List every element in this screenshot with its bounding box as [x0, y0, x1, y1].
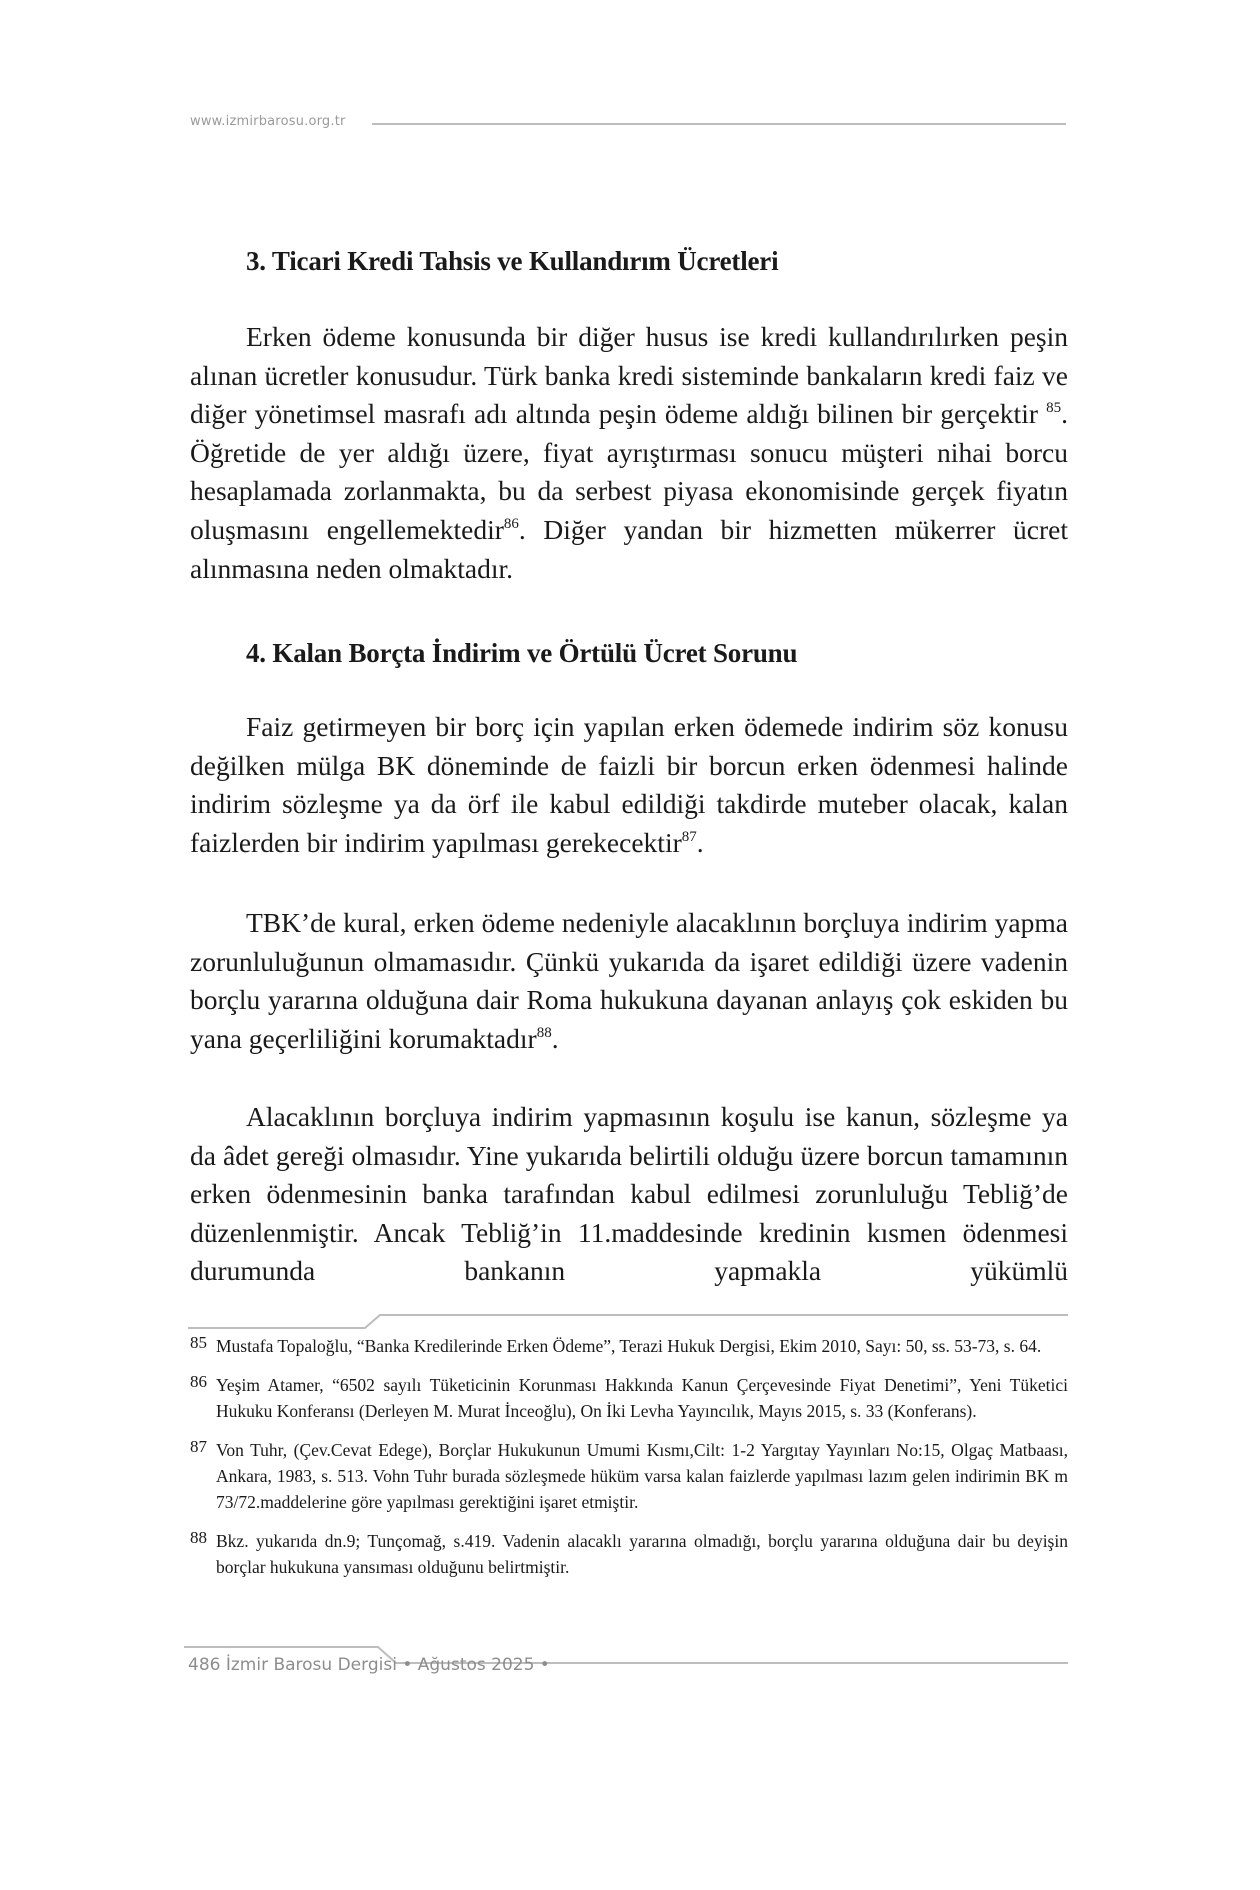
paragraph — [190, 904, 1068, 1058]
paragraph — [190, 1098, 1068, 1291]
paragraph-text: . Diğer yandan bir hizmetten mükerrer ücret alınmasına neden olmaktadır. — [190, 513, 1068, 584]
footnote-text: Von Tuhr, (Çev.Cevat Edege), Borçlar Hukukunun Umumi Kısmı,Cilt: 1-2 Yargıtay Yayınları No:15, Olgaç Matbaası, Ankara, 1983, s. 513. Vohn Tuhr burada sözleşmede hüküm varsa kalan faizlerde yapılması lazım gelen indirimin BK m 73/72.maddelerine göre yapılması gerektiğini işaret etmiştir. — [216, 1440, 1068, 1512]
footnote-text: Bkz. yukarıda dn.9; Tunçomağ, s.419. Vadenin alacaklı yararına olmadığı, borçlu yararına olduğuna dair bu deyişin borçlar hukukuna yansıması olduğunu belirtmiştir. — [216, 1531, 1068, 1577]
footnote-ref-88[interactable]: 88 — [536, 1024, 552, 1041]
footnote-text: Yeşim Atamer, “6502 sayılı Tüketicinin Korunması Hakkında Kanun Çerçevesinde Fiyat Denetimi”, Yeni Tüketici Hukuku Konferansı (Derleyen M. Murat İnceoğlu), On İki Levha Yayıncılık, Mayıs 2015, s. 33 (Konferans). — [216, 1375, 1068, 1421]
paragraph-text: Faiz getirmeyen bir borç için yapılan erken ödemede indirim söz konusu değilken mülga BK döneminde de faizli bir borcun erken ödenmesi halinde indirim sözleşme ya da örf ile kabul edildiği takdirde muteber olacak, kalan faizlerden bir indirim yapılması gerekecektir — [190, 711, 1068, 858]
section-3-heading: 3. Ticari Kredi Tahsis ve Kullandırım Ücretleri — [246, 246, 779, 276]
paragraph-tail: . — [551, 1022, 559, 1054]
paragraph-text: Alacaklının borçluya indirim yapmasının koşulu ise kanun, sözleşme ya da âdet gereği olmasıdır. Yine yukarıda belirtili olduğu üzere borcun tamamının erken ödenmesinin banka tarafından kabul edilmesi zorunluluğu Tebliğ’de düzenlenmiştir. Ancak Tebliğ’in 11.maddesinde kredinin kısmen ödenmesi durumunda bankanın yapmakla yükümlü — [190, 1101, 1068, 1287]
section-4-paragraph-2 — [190, 904, 1068, 1058]
header-url[interactable]: www.izmirbarosu.org.tr — [190, 114, 346, 129]
section-4-paragraph-3 — [190, 1098, 1068, 1291]
paragraph — [190, 318, 1068, 588]
paragraph — [190, 708, 1068, 862]
footnote-ref-86[interactable]: 86 — [503, 515, 519, 532]
section-4-paragraph-1 — [190, 708, 1068, 862]
footnote-separator — [188, 1312, 1068, 1332]
paragraph-text: . Öğretide de yer aldığı üzere, fiyat ayrıştırması sonucu müşteri nihai borcu hesaplamada zorlanmakta, bu da serbest piyasa ekonomisinde gerçek fiyatın oluşmasını engellemektedir — [190, 398, 1068, 545]
footnote-87: 87 Von Tuhr, (Çev.Cevat Edege), Borçlar Hukukunun Umumi Kısmı,Cilt: 1-2 Yargıtay Yayınları No:15, Olgaç Matbaası, Ankara, 1983, s. 513. Vohn Tuhr burada sözleşmede hüküm varsa kalan faizlerde yapılması lazım gelen indirimin BK m 73/72.maddelerine göre yapılması gerektiğini işaret etmiştir. — [190, 1437, 1068, 1512]
paragraph-text: Erken ödeme konusunda bir diğer husus ise kredi kullandırılırken peşin alınan ücretler konusudur. Türk banka kredi sisteminde bankaların kredi faiz ve diğer yönetimsel masrafı adı altında peşin ödeme aldığı bilinen bir gerçektir — [190, 321, 1068, 430]
paragraph-text: TBK’de kural, erken ödeme nedeniyle alacaklının borçluya indirim yapma zorunluluğunun olmamasıdır. Çünkü yukarıda da işaret edildiği üzere vadenin borçlu yararına olduğuna dair Roma hukukuna dayanan anlayış çok eskiden bu yana geçerliliğini korumaktadır — [190, 907, 1068, 1054]
footnote-ref-87[interactable]: 87 — [681, 828, 697, 845]
header-rule — [372, 123, 1066, 125]
section-3-body — [190, 318, 1068, 588]
footnote-86: 86 Yeşim Atamer, “6502 sayılı Tüketicinin Korunması Hakkında Kanun Çerçevesinde Fiyat Denetimi”, Yeni Tüketici Hukuku Konferansı (Derleyen M. Murat İnceoğlu), On İki Levha Yayıncılık, Mayıs 2015, s. 33 (Konferans). — [190, 1372, 1068, 1421]
footnote-85: 85 Mustafa Topaloğlu, “Banka Kredilerinde Erken Ödeme”, Terazi Hukuk Dergisi, Ekim 2010, Sayı: 50, ss. 53-73, s. 64. — [190, 1333, 1042, 1356]
footer-page-info: 486 İzmir Barosu Dergisi • Ağustos 2025 • — [188, 1655, 550, 1675]
section-4-heading: 4. Kalan Borçta İndirim ve Örtülü Ücret Sorunu — [246, 638, 798, 668]
footnotes-list — [190, 1333, 1068, 1593]
paragraph-tail: . — [696, 826, 704, 858]
footnote-88: 88 Bkz. yukarıda dn.9; Tunçomağ, s.419. Vadenin alacaklı yararına olmadığı, borçlu yararına olduğuna dair bu deyişin borçlar hukukuna yansıması olduğunu belirtmiştir. — [190, 1528, 1068, 1577]
footnote-ref-85[interactable]: 85 — [1046, 400, 1062, 417]
footnote-text: Mustafa Topaloğlu, “Banka Kredilerinde Erken Ödeme”, Terazi Hukuk Dergisi, Ekim 2010, Sayı: 50, ss. 53-73, s. 64. — [216, 1336, 1042, 1356]
